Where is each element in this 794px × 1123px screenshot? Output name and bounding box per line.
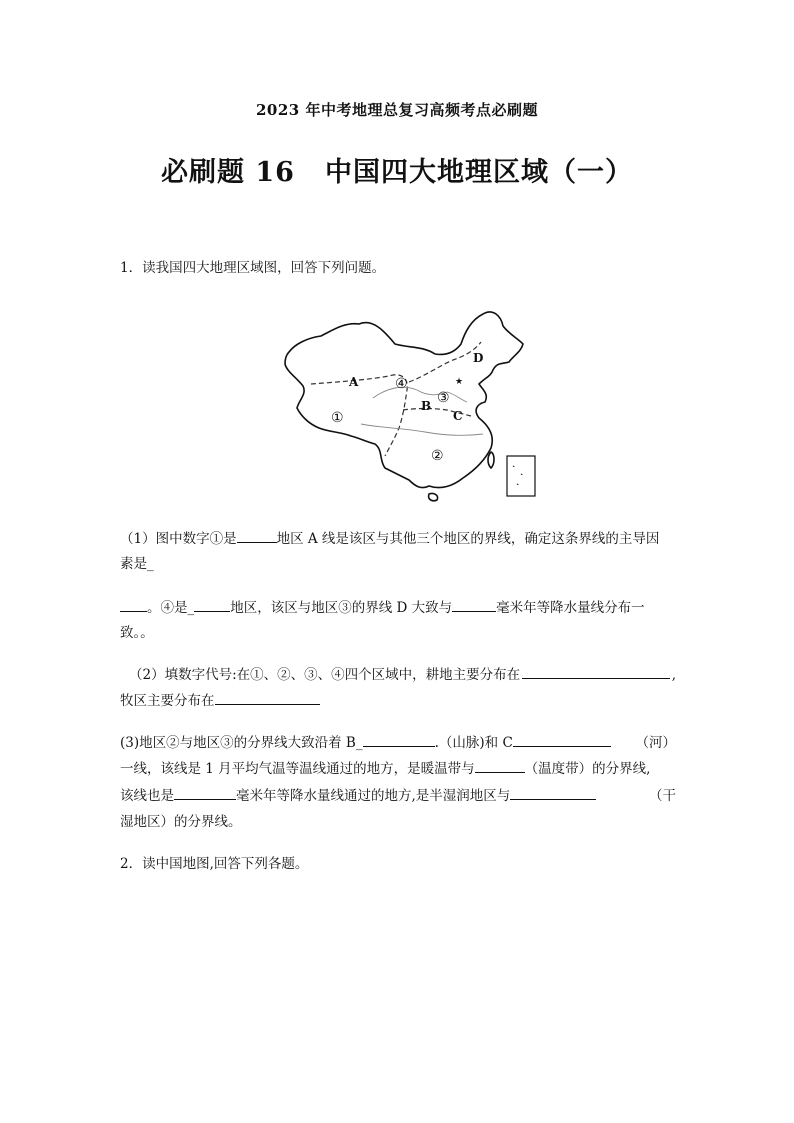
yellow-river [373, 387, 467, 402]
map-label-a: A [349, 375, 359, 389]
south-china-sea-inset [507, 456, 535, 496]
answer-blank[interactable] [452, 597, 496, 612]
title-number: 必刷题 16 [161, 157, 295, 188]
question-2-stem: 2．读中国地图,回答下列各题。 [120, 856, 309, 872]
line-a [311, 375, 407, 456]
map-label-b: B [421, 399, 432, 413]
q1-part1b: 。④是_ 地区，该区与地区③的界线 D 大致与 毫米年等降水量线分布一 [120, 597, 676, 619]
title-topic: 中国四大地理区域（一） [324, 157, 633, 188]
q1-part1: （1）图中数字①是 地区 A 线是该区与其他三个地区的界线，确定这条界线的主导因 [120, 528, 676, 550]
answer-blank[interactable] [215, 690, 320, 705]
q1-part1-cont: 素是_ [120, 556, 154, 572]
paper-subtitle: 2023 年中考地理总复习高频考点必刷题 [256, 101, 538, 119]
map-label-c: C [453, 409, 463, 423]
answer-blank[interactable] [174, 785, 236, 800]
map-label-r1: ① [331, 410, 344, 426]
q1-part3: (3)地区②与地区③的分界线大致沿着 B_ .（山脉)和 C （河） [120, 732, 676, 754]
q1-part2: （2）填数字代号:在①、②、③、④四个区域中，耕地主要分布在 , [120, 664, 676, 686]
china-regions-map [277, 304, 541, 504]
q1-part3-line4: 湿地区）的分界线。 [120, 814, 242, 830]
hainan-island [429, 493, 438, 500]
map-label-d: D [473, 351, 484, 365]
answer-blank[interactable] [510, 785, 596, 800]
answer-blank[interactable] [363, 732, 435, 747]
q1-part3-line2: 一线，该线是 1 月平均气温等温线通过的地方，是暖温带与 （温度带）的分界线, [120, 758, 676, 780]
answer-blank[interactable] [237, 528, 277, 543]
capital-star: ★ [455, 377, 464, 387]
map-label-r4: ④ [395, 376, 408, 392]
map-label-r2: ② [431, 448, 444, 464]
answer-blank[interactable] [194, 597, 230, 612]
paper-title [0, 150, 794, 189]
q1-part3-line3: 该线也是 毫米年等降水量线通过的地方,是半湿润地区与 （干 [120, 785, 676, 807]
taiwan-island [488, 452, 494, 468]
question-1-stem: 1．读我国四大地理区域图，回答下列问题。 [120, 260, 386, 276]
answer-blank[interactable] [120, 597, 147, 612]
yangtze-river [361, 424, 483, 435]
answer-blank[interactable] [522, 664, 670, 679]
q1-part2-cont: 牧区主要分布在 [120, 690, 676, 712]
answer-blank[interactable] [475, 758, 525, 773]
q1-part1b-cont: 致。。 [120, 625, 154, 641]
answer-blank[interactable] [513, 732, 611, 747]
map-label-r3: ③ [437, 390, 450, 406]
